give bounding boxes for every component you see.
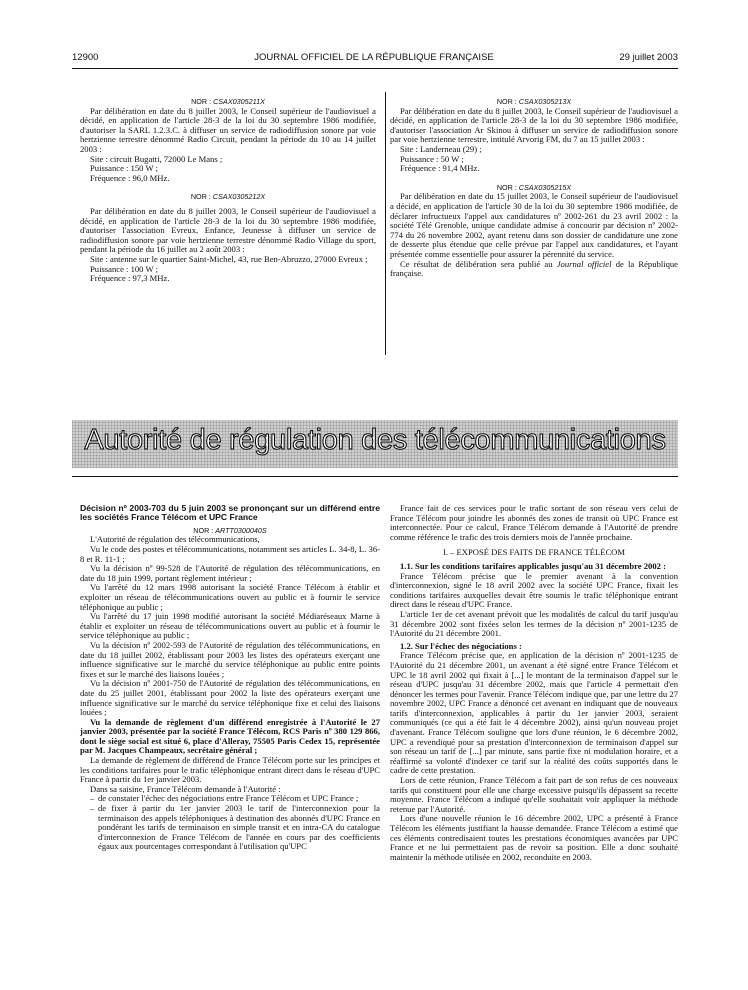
section-banner [72,420,678,468]
frequency-line: Fréquence : 97,3 MHz. [90,273,170,284]
paragraph: Vu la décision nº 2002-593 de l'Autorité de régulation des télécommunications, en date du 18 juillet 2002, établissant pour 2003 les listes des opérateurs exerçant une influence significative sur le marché du service téléphonique au public entre points fixes et sur le marché des liaisons louées ; [80,639,380,679]
paragraph: France fait de ces services pour le trafic sortant de son réseau vers celui de France Télécom pour joindre les abonnés des zones de transit où UPC France est interconnectée. Pour ce calcul, France Télécom demande à l'Autorité de prendre comme référence le trafic des trois derniers mois de l'année prochaine. [390,503,678,542]
list-item: – de fixer à partir du 1er janvier 2003 le tarif de l'interconnexion pour la terminaison des appels téléphoniques à destination des abonnés d'UPC France en pondérant les tarifs de terminaison en simple transit et en intra-CA du catalogue d'interconnexion de France Télécom de l'année en cours par des coefficients égaux aux pourcentages correspondant à l'utilisation qu'UPC [80,804,380,852]
top-right-column [390,97,678,279]
section-heading: I. – EXPOSÉ DES FAITS DE FRANCE TÉLÉCOM [442,547,626,558]
paragraph: Vu la demande de règlement d'un différend enregistrée à l'Autorité le 27 janvier 2003, présentée par la société France Télécom, RCS Paris nº 380 129 866, dont le siège social est situé 6, place d'Alleray, 75505 Paris Cedex 15, représentée par M. Jacques Champeaux, secrétaire général ; [80,716,380,756]
paragraph: L'Autorité de régulation des télécommunications, [90,534,260,545]
banner-title: Autorité de régulation des télécommunications [84,424,666,456]
paragraph: Vu l'arrêté du 17 juin 1998 modifié autorisant la société Médiaréseaux Marne à établir et exploiter un réseau de télécommunications ouvert au public et à fournir le service téléphonique au public ; [80,611,380,641]
top-left-column [80,97,376,284]
issue-date: 29 juillet 2003 [619,52,678,63]
power-line: Puissance : 100 W ; [90,263,158,274]
paragraph: Lors d'une nouvelle réunion le 16 décembre 2002, UPC a présenté à France Télécom les éléments justifiant la hausse demandée. France Télécom a estimé que ces éléments contredisaient toutes les prestations économiques avancées par UPC France et ne lui permettaient pas de revoir sa position. Elle a donc souhaité maintenir la méthode utilisée en 2002, reconduite en 2003. [390,813,678,862]
list-item: – de constater l'échec des négociations entre France Télécom et UPC France ; [80,794,380,804]
journal-title: JOURNAL OFFICIEL DE LA RÉPUBLIQUE FRANÇAISE [254,52,494,63]
nor-label: NOR : CSAX0305212X [190,192,266,202]
frequency-line: Fréquence : 91,4 MHz. [400,163,480,174]
paragraph: Vu la décision nº 99-528 de l'Autorité de régulation des télécommunications, en date du 18 juin 1999, portant règlement intérieur ; [80,563,380,583]
nor-label: NOR : ARTT0300040S [193,525,267,535]
frequency-line: Fréquence : 96,0 MHz. [90,172,170,183]
paragraph: Par délibération en date du 8 juillet 2003, le Conseil supérieur de l'audiovisuel a décidé, en application de l'article 28-3 de la loi du 30 septembre 1986 modifiée, d'autoriser la SARL 1.2.3.C. à diffuser un service de radiodiffusion sonore par voie hertzienne terrestre dénommé Radio Circuit, pendant la période du 10 au 14 juillet 2003 : [80,105,376,154]
page-number: 12900 [72,52,99,63]
site-line: Site : Landerneau (29) ; [400,143,482,154]
paragraph: Par délibération en date du 8 juillet 2003, le Conseil supérieur de l'audiovisuel a décidé, en application de l'article 28-3 de la loi du 30 septembre 1986 modifiée, d'autoriser l'association Evreux, Enfance, Jeunesse à diffuser un service de radiodiffusion sonore par voie hertzienne terrestre dénommé Radio Village du sport, pendant la période du 16 juillet au 2 août 2003 : [80,205,376,255]
page-header [0,52,748,66]
site-line: Site : circuit Bugatti, 72000 Le Mans ; [90,153,223,164]
column-divider [385,92,386,355]
paragraph: Vu la décision nº 2001-750 de l'Autorité de régulation des télécommunications, en date du 25 juillet 2001, établissant pour 2002 la liste des opérateurs exerçant une influence significative sur le marché du service téléphonique fixe et celui des liaisons louées ; [80,678,380,718]
paragraph: France Télécom précise que, en application de la décision nº 2001-1235 de l'Autorité du 21 décembre 2001, un avenant a été signé entre France Télécom et UPC le 18 avril 2002 qui fixait à [...] le montant de la terminaison d'appel sur le réseau d'UPC jusqu'au 31 décembre 2002, mais que l'article 4 permettait d'en dénoncer les termes pour l'avenir. France Télécom indique que, par une lettre du 27 novembre 2002, UPC France a dénoncé cet avenant en indiquant que de nouveaux tarifs d'interconnexion, applicables à partir du 1er janvier 2003, seraient communiqués (ce qui a été fait le 4 décembre 2002), ainsi qu'un nouveau projet d'avenant. France Télécom souligne que lors d'une réunion, le 6 décembre 2002, UPC a revendiqué pour sa prestation d'interconnexion de terminaison d'appel sur son réseau un tarif de [...] par minute, sans partie fixe ni modulation horaire, et a réaffirmé sa volonté d'indexer ce tarif sur la réalité des coûts supportés dans le cadre de cette prestation. [390,650,678,776]
nor-label: NOR : CSAX0305213X [496,97,572,106]
site-line: Site : antenne sur le quartier Saint-Michel, 43, rue Ben-Abruzzo, 27000 Evreux ; [90,253,368,264]
paragraph: Vu le code des postes et télécommunications, notamment ses articles L. 34-8, L. 36-8 et R. 11-1 ; [80,544,380,564]
nor-label: NOR : CSAX0305215X [496,182,572,192]
banner-rule [72,476,678,477]
paragraph: France Télécom précise que le premier avenant à la convention d'interconnexion, signé le 18 avril 2002 avec la société UPC France, fixait les conditions tarifaires auxquelles devait être soumis le trafic téléphonique entrant direct dans le réseau d'UPC France. [390,570,678,610]
paragraph: La demande de règlement de différend de France Télécom porte sur les principes et les conditions tarifaires pour le trafic téléphonique entrant direct dans le réseau d'UPC France à partir du 1er janvier 2003. [80,755,380,785]
paragraph: Dans sa saisine, France Télécom demande à l'Autorité : [90,783,281,794]
nor-label: NOR : CSAX0305211X [191,97,265,106]
decision-right-column [390,504,678,862]
paragraph: Lors de cette réunion, France Télécom a fait part de son refus de ces nouveaux tarifs qui constituent pour elle une charge excessive puisqu'ils dépassent sa recette moyenne. France Télécom a indiqué qu'elle souhaitait voir appliquer la méthode retenue par l'Autorité. [390,775,678,814]
decision-left-column [80,504,380,852]
paragraph: Ce résultat de délibération sera publié au Journal officiel de la République française. [390,258,679,279]
paragraph: L'article 1er de cet avenant prévoit que les modalités de calcul du tarif jusqu'au 31 décembre 2002 sont fixées selon les termes de la décision nº 2001-1235 de l'Autorité du 21 décembre 2001. [390,608,678,639]
decision-title: Décision nº 2003-703 du 5 juin 2003 se prononçant sur un différend entre les sociétés France Télécom et UPC France [80,503,380,523]
power-line: Puissance : 150 W ; [90,163,158,174]
header-rule [72,68,678,69]
paragraph: Par délibération en date du 8 juillet 2003, le Conseil supérieur de l'audiovisuel a décidé, en application de l'article 28-3 de la loi du 30 septembre 1986 modifiée, d'autoriser l'association Ar Skinou à diffuser un service de radiodiffusion sonore par voie hertzienne terrestre, intitulé Arvorig FM, du 7 au 15 juillet 2003 : [390,105,678,145]
subsection-heading: 1.2. Sur l'échec des négociations : [400,640,522,651]
paragraph: Par délibération en date du 15 juillet 2003, le Conseil supérieur de l'audiovisuel a décidé, en application de l'article 30 de la loi du 30 septembre 1986 modifiée, de déclarer infructueux l'appel aux candidatures nº 2002-261 du 23 avril 2002 : la société Télé Grenoble, unique candidate admise à concourir par décision nº 2002-774 du 26 novembre 2002, ayant retenu dans son dossier de candidature une zone de desserte plus étendue que celle prévue par l'appel aux candidatures, et l'ayant présentée comme essentielle pour assurer la pérennité du service. [390,191,678,259]
subsection-heading: 1.1. Sur les conditions tarifaires applicables jusqu'au 31 décembre 2002 : [400,560,666,571]
request-list [80,794,380,852]
power-line: Puissance : 50 W ; [400,153,464,164]
paragraph: Vu l'arrêté du 12 mars 1998 autorisant la société France Télécom à établir et exploiter un réseau de télécommunications ouvert au public et à fournir le service téléphonique au public ; [80,582,380,612]
